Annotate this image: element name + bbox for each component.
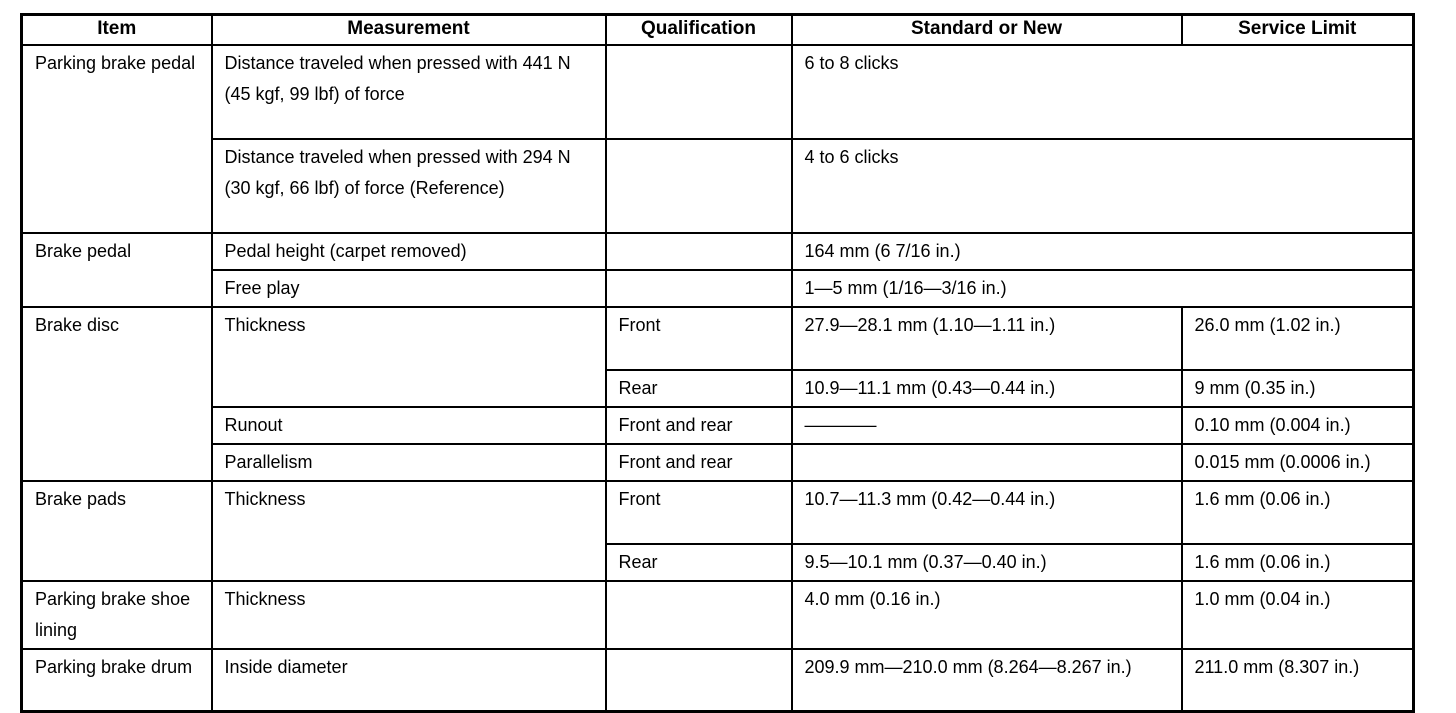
qualification-cell [606,139,792,233]
measurement-cell: Distance traveled when pressed with 441 N (45 kgf, 99 lbf) of force [212,45,606,139]
qualification-cell [606,45,792,139]
standard-cell [792,444,1182,481]
service-limit-cell: 9 mm (0.35 in.) [1182,370,1414,407]
item-cell: Brake pedal [22,233,212,307]
service-limit-cell: 211.0 mm (8.307 in.) [1182,649,1414,712]
header-qualification: Qualification [606,15,792,45]
table-row [22,581,1414,649]
table-row [22,233,1414,270]
standard-cell: 10.9—11.1 mm (0.43—0.44 in.) [792,370,1182,407]
standard-cell: 4.0 mm (0.16 in.) [792,581,1182,649]
item-cell: Brake pads [22,481,212,581]
measurement-cell: Inside diameter [212,649,606,712]
measurement-cell: Free play [212,270,606,307]
measurement-cell: Pedal height (carpet removed) [212,233,606,270]
qualification-cell [606,581,792,649]
qualification-cell: Rear [606,544,792,581]
measurement-cell: Thickness [212,581,606,649]
measurement-cell: Distance traveled when pressed with 294 N (30 kgf, 66 lbf) of force (Reference) [212,139,606,233]
standard-cell: 9.5—10.1 mm (0.37—0.40 in.) [792,544,1182,581]
item-cell: Parking brake shoe lining [22,581,212,649]
standard-cell: 1—5 mm (1/16—3/16 in.) [792,270,1414,307]
item-cell: Parking brake drum [22,649,212,712]
item-cell: Parking brake pedal [22,45,212,233]
measurement-cell: Thickness [212,307,606,407]
table-row [22,481,1414,544]
table-row [22,139,1414,233]
table-row [22,307,1414,370]
service-limit-cell: 1.6 mm (0.06 in.) [1182,481,1414,544]
item-cell: Brake disc [22,307,212,481]
header-measurement: Measurement [212,15,606,45]
service-limit-cell: 1.0 mm (0.04 in.) [1182,581,1414,649]
standard-cell: 6 to 8 clicks [792,45,1414,139]
qualification-cell: Front and rear [606,444,792,481]
qualification-cell [606,649,792,712]
header-row [22,15,1414,45]
header-service-limit: Service Limit [1182,15,1414,45]
measurement-cell: Runout [212,407,606,444]
table-row [22,270,1414,307]
measurement-cell: Parallelism [212,444,606,481]
standard-cell: 10.7—11.3 mm (0.42—0.44 in.) [792,481,1182,544]
specifications-table [20,13,1415,713]
qualification-cell: Front and rear [606,407,792,444]
qualification-cell [606,233,792,270]
qualification-cell [606,270,792,307]
header-item: Item [22,15,212,45]
measurement-cell: Thickness [212,481,606,581]
service-limit-cell: 26.0 mm (1.02 in.) [1182,307,1414,370]
qualification-cell: Rear [606,370,792,407]
standard-cell: ———— [792,407,1182,444]
qualification-cell: Front [606,481,792,544]
standard-cell: 27.9—28.1 mm (1.10—1.11 in.) [792,307,1182,370]
service-limit-cell: 0.015 mm (0.0006 in.) [1182,444,1414,481]
standard-cell: 209.9 mm—210.0 mm (8.264—8.267 in.) [792,649,1182,712]
service-limit-cell: 0.10 mm (0.004 in.) [1182,407,1414,444]
table-row [22,407,1414,444]
table-row [22,444,1414,481]
header-standard: Standard or New [792,15,1182,45]
table-row [22,649,1414,712]
table-row [22,45,1414,139]
standard-cell: 164 mm (6 7/16 in.) [792,233,1414,270]
qualification-cell: Front [606,307,792,370]
standard-cell: 4 to 6 clicks [792,139,1414,233]
service-limit-cell: 1.6 mm (0.06 in.) [1182,544,1414,581]
